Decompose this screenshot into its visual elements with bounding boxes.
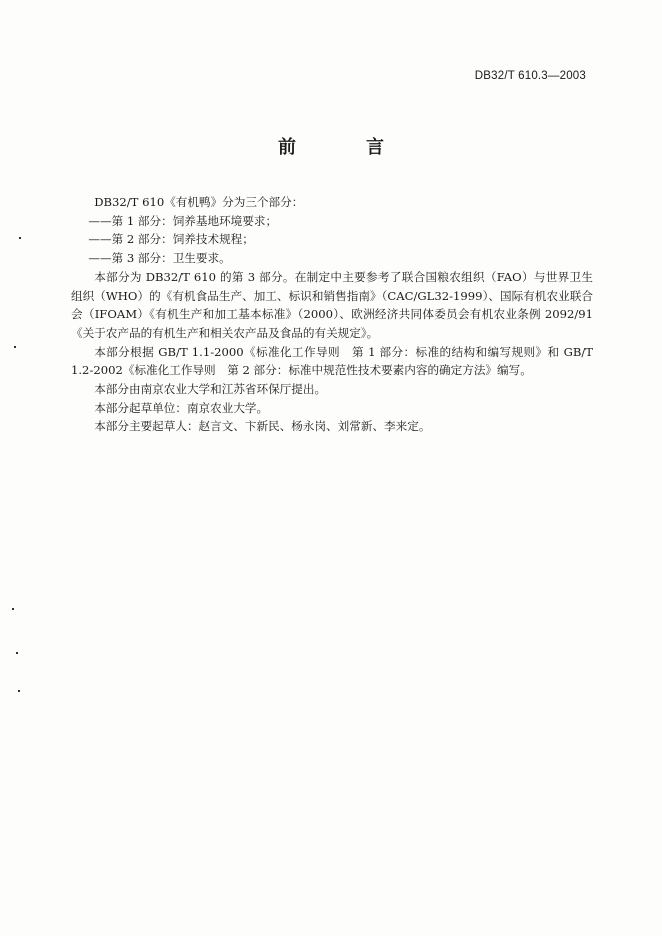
foreword-body (71, 193, 593, 436)
paragraph-drafters: 本部分主要起草人：赵言文、卞新民、杨永岗、刘常新、李来定。 (94, 419, 431, 434)
scan-speck (18, 690, 20, 692)
scan-speck (12, 608, 14, 610)
paragraph-proposer: 本部分由南京农业大学和江苏省环保厅提出。 (94, 382, 327, 397)
paragraph-references: 本部分为 DB32/T 610 的第 3 部分。在制定中主要参考了联合国粮农组织（FAO）与世界卫生组织（WHO）的《有机食品生产、加工、标识和销售指南》（CAC/GL32-1999）、国际有机农业联合会（IFOAM）《有机生产和加工基本标准》（2000）、欧洲经济共同体委员会有机农业条例 2092/91《关于农产品的有机生产和相关农产品及食品的有关规定》。 (71, 269, 593, 340)
document-code: DB32/T 610.3—2003 (474, 70, 586, 82)
list-item-part-3: ——第 3 部分：卫生要求。 (88, 251, 231, 266)
scan-speck (16, 652, 18, 654)
list-item-part-2: ——第 2 部分：饲养技术规程； (88, 232, 254, 247)
scan-speck (14, 346, 16, 348)
paragraph-drafting-unit: 本部分起草单位：南京农业大学。 (94, 400, 269, 415)
paragraph-drafting-rules: 本部分根据 GB/T 1.1-2000《标准化工作导则 第 1 部分：标准的结构和编写规则》和 GB/T 1.2-2002《标准化工作导则 第 2 部分：标准中规范性技术要素内容的确定方法》编写。 (71, 344, 593, 378)
page-title: 前 言 (278, 137, 410, 158)
list-item-part-1: ——第 1 部分：饲养基地环境要求； (88, 213, 278, 228)
scan-speck (19, 237, 21, 239)
paragraph-intro: DB32/T 610《有机鸭》分为三个部分： (94, 195, 304, 209)
